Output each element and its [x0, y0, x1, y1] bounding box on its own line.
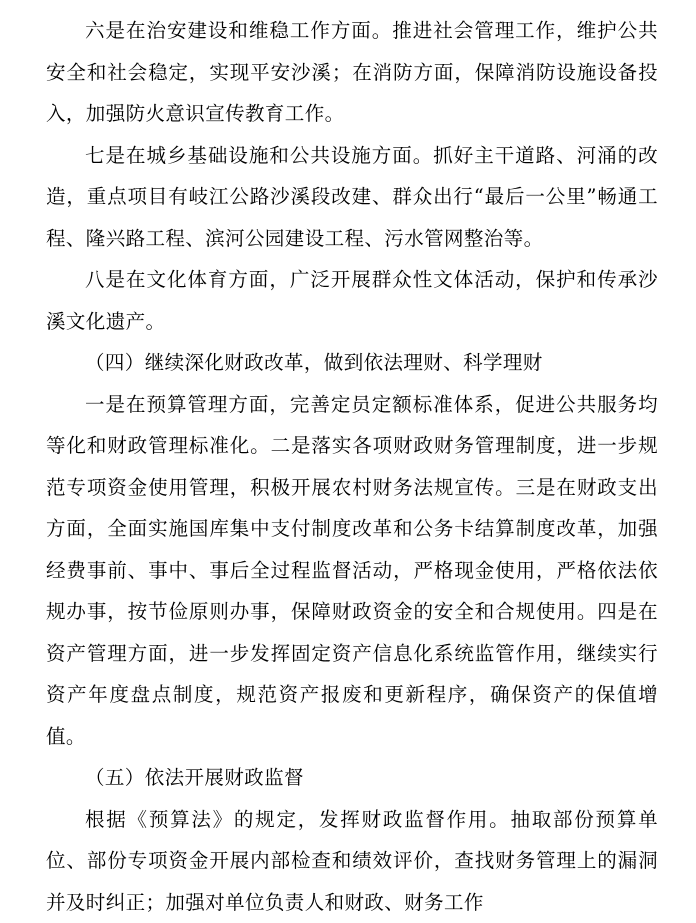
paragraph-5: 根据《预算法》的规定，发挥财政监督作用。抽取部份预算单位、部份专项资金开展内部检查和绩效评价，查找财务管理上的漏洞并及时纠正；加强对单位负责人和财政、财务工作 — [46, 799, 658, 923]
section-heading-five: （五）依法开展财政监督 — [46, 757, 658, 799]
paragraph-2: 七是在城乡基础设施和公共设施方面。抓好主干道路、河涌的改造，重点项目有岐江公路沙溪段改建、群众出行“最后一公里”畅通工程、隆兴路工程、滨河公园建设工程、污水管网整治等。 — [46, 135, 658, 260]
paragraph-4: 一是在预算管理方面，完善定员定额标准体系，促进公共服务均等化和财政管理标准化。二是落实各项财政财务管理制度，进一步规范专项资金使用管理，积极开展农村财务法规宣传。三是在财政支出方面，全面实施国库集中支付制度改革和公务卡结算制度改革，加强经费事前、事中、事后全过程监督活动，严格现金使用，严格依法依规办事，按节俭原则办事，保障财政资金的安全和合规使用。四是在资产管理方面，进一步发挥固定资产信息化系统监管作用，继续实行资产年度盘点制度，规范资产报废和更新程序，确保资产的保值增值。 — [46, 384, 658, 758]
paragraph-3: 八是在文化体育方面，广泛开展群众性文体活动，保护和传承沙溪文化遗产。 — [46, 259, 658, 342]
section-heading-four: （四）继续深化财政改革，做到依法理财、科学理财 — [46, 342, 658, 384]
document-body — [46, 10, 658, 923]
paragraph-1: 六是在治安建设和维稳工作方面。推进社会管理工作，维护公共安全和社会稳定，实现平安沙溪；在消防方面，保障消防设施设备投入，加强防火意识宣传教育工作。 — [46, 10, 658, 135]
